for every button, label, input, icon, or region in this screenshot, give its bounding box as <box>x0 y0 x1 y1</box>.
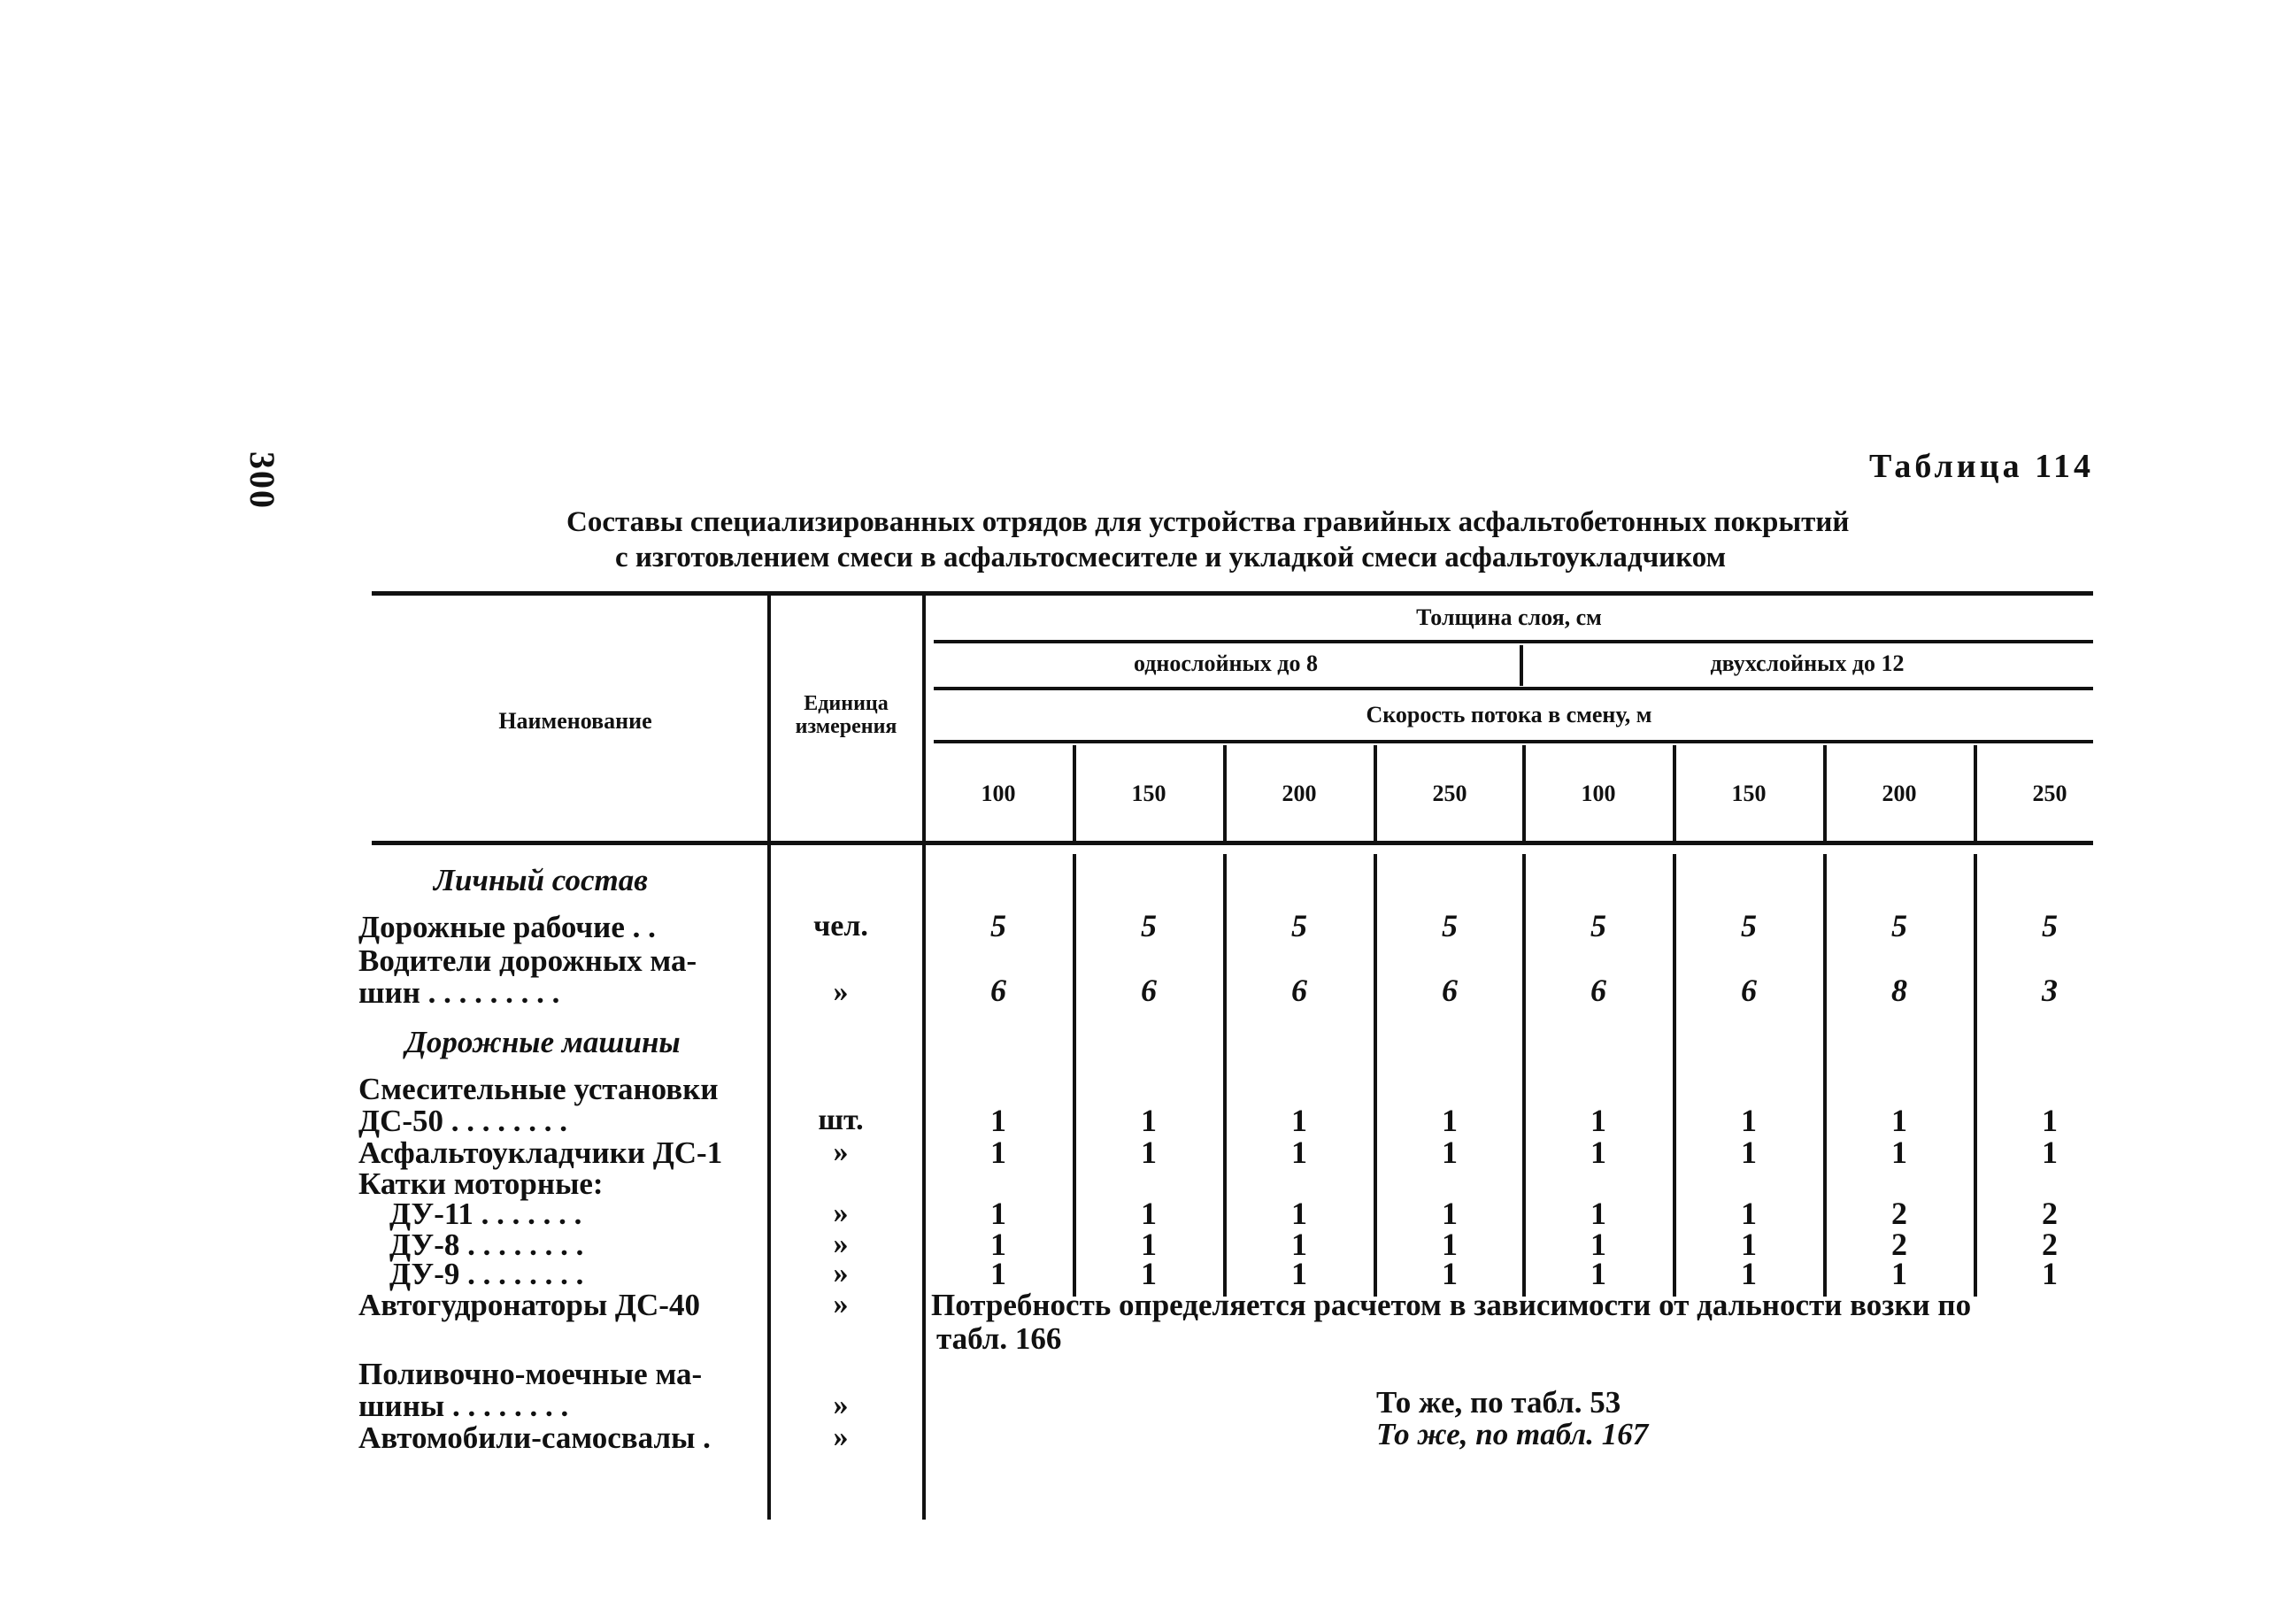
value-cell: 1 <box>2042 1256 2058 1291</box>
value-cell: 1 <box>1442 1256 1458 1291</box>
value-cell: 3 <box>2042 973 2058 1008</box>
row-unit: » <box>833 1257 849 1289</box>
row-unit: чел. <box>813 910 868 943</box>
value-cell: 1 <box>990 1196 1006 1231</box>
value-cell: 1 <box>1590 1227 1606 1262</box>
body-col-divider <box>1974 854 1977 1297</box>
value-cell: 5 <box>1590 908 1606 943</box>
row-name: Автогудронаторы ДС-40 <box>358 1288 700 1322</box>
row-name: ДУ-11 . . . . . . . <box>389 1197 582 1231</box>
value-cell: 1 <box>990 1227 1006 1262</box>
header-unit <box>772 692 920 738</box>
speed-col-header: 150 <box>1131 781 1166 806</box>
row-name: Асфальтоукладчики ДС-1 <box>358 1135 723 1170</box>
table-top-rule <box>372 591 2093 596</box>
header-double-layer: двухслойных до 12 <box>1710 650 1905 676</box>
value-cell: 1 <box>1590 1256 1606 1291</box>
note-watering-machines: То же, по табл. 53 <box>1376 1385 1621 1420</box>
header-speed: Скорость потока в смену, м <box>1366 702 1652 727</box>
header-name: Наименование <box>498 708 652 734</box>
header-col-divider <box>1073 745 1076 841</box>
value-cell: 1 <box>990 1256 1006 1291</box>
row-unit: » <box>833 1135 849 1168</box>
value-cell: 1 <box>1291 1227 1307 1262</box>
table-label: Таблица 114 <box>1869 448 2094 485</box>
value-cell: 5 <box>1741 908 1757 943</box>
value-cell: 8 <box>1891 973 1907 1008</box>
value-cell: 1 <box>1741 1103 1757 1138</box>
body-col-divider <box>1522 854 1526 1297</box>
value-cell: 6 <box>1741 973 1757 1008</box>
speed-col-header: 200 <box>1882 781 1917 806</box>
speed-col-header: 250 <box>1432 781 1467 806</box>
header-col-divider <box>1223 745 1227 841</box>
value-cell: 2 <box>2042 1227 2058 1262</box>
row-name: Смесительные установки <box>358 1072 719 1106</box>
header-col-divider <box>1374 745 1377 841</box>
speed-col-header: 250 <box>2032 781 2067 806</box>
value-cell: 6 <box>990 973 1006 1008</box>
value-cell: 2 <box>1891 1227 1907 1262</box>
page-number: 300 <box>242 451 282 510</box>
title-line-1: Составы специализированных отрядов для устройства гравийных асфальтобетонных покрытий <box>566 506 1850 538</box>
speed-col-header: 100 <box>981 781 1016 806</box>
body-col-divider <box>1673 854 1676 1297</box>
value-cell: 1 <box>1891 1135 1907 1170</box>
header-col-divider <box>1974 745 1977 841</box>
value-cell: 5 <box>1891 908 1907 943</box>
note-asphalt-sprayers-line-1: Потребность определяется расчетом в зависимости от дальности возки по <box>931 1288 1972 1322</box>
body-col-divider <box>1223 854 1227 1297</box>
note-dump-trucks: То же, по табл. 167 <box>1376 1417 1649 1451</box>
value-cell: 1 <box>1590 1103 1606 1138</box>
value-cell: 1 <box>1741 1227 1757 1262</box>
row-unit: » <box>833 1389 849 1421</box>
row-name: Автомобили-самосвалы . <box>358 1420 711 1455</box>
header-bottom-rule <box>372 841 2093 845</box>
body-col-divider <box>1374 854 1377 1297</box>
value-cell: 1 <box>1741 1196 1757 1231</box>
value-cell: 5 <box>1141 908 1157 943</box>
row-name: Водители дорожных ма- <box>358 943 697 978</box>
layers-rule <box>934 687 2093 690</box>
row-unit: шт. <box>818 1104 864 1136</box>
row-name: ДУ-8 . . . . . . . . <box>389 1228 584 1262</box>
row-unit: » <box>833 1420 849 1453</box>
note-asphalt-sprayers-line-2: табл. 166 <box>936 1321 1062 1356</box>
value-cell: 2 <box>2042 1196 2058 1231</box>
col-divider-name-unit <box>767 595 771 1520</box>
value-cell: 1 <box>1141 1256 1157 1291</box>
header-col-divider <box>1522 745 1526 841</box>
row-unit: » <box>833 975 849 1008</box>
header-col-divider <box>1673 745 1676 841</box>
row-unit: » <box>833 1288 849 1320</box>
value-cell: 6 <box>1141 973 1157 1008</box>
row-name: Поливочно-моечные ма- <box>358 1357 703 1391</box>
row-name: Катки моторные: <box>358 1166 604 1201</box>
speed-col-header: 100 <box>1581 781 1616 806</box>
row-name-continued: шин . . . . . . . . . <box>358 975 560 1010</box>
value-cell: 1 <box>1442 1135 1458 1170</box>
value-cell: 1 <box>1141 1103 1157 1138</box>
header-unit-line-2: измерения <box>795 715 897 738</box>
value-cell: 1 <box>1590 1135 1606 1170</box>
row-name: Дорожные рабочие . . <box>358 910 656 944</box>
body-col-divider <box>1073 854 1076 1297</box>
value-cell: 2 <box>1891 1196 1907 1231</box>
value-cell: 5 <box>2042 908 2058 943</box>
row-unit: » <box>833 1197 849 1229</box>
value-cell: 1 <box>1141 1135 1157 1170</box>
value-cell: 1 <box>2042 1103 2058 1138</box>
value-cell: 5 <box>990 908 1006 943</box>
value-cell: 1 <box>990 1135 1006 1170</box>
value-cell: 1 <box>1291 1103 1307 1138</box>
header-single-layer: однослойных до 8 <box>1134 650 1318 676</box>
thickness-rule <box>934 640 2093 643</box>
value-cell: 1 <box>1442 1227 1458 1262</box>
row-name-continued: ДС-50 . . . . . . . . <box>358 1104 568 1138</box>
value-cell: 1 <box>1590 1196 1606 1231</box>
value-cell: 5 <box>1442 908 1458 943</box>
row-name: ДУ-9 . . . . . . . . <box>389 1257 584 1291</box>
value-cell: 6 <box>1442 973 1458 1008</box>
row-name-continued: шины . . . . . . . . <box>358 1389 569 1423</box>
row-unit: » <box>833 1228 849 1260</box>
table-title <box>566 504 1982 575</box>
value-cell: 1 <box>2042 1135 2058 1170</box>
value-cell: 1 <box>1442 1103 1458 1138</box>
value-cell: 1 <box>1442 1196 1458 1231</box>
value-cell: 1 <box>1291 1135 1307 1170</box>
header-col-divider <box>1823 745 1827 841</box>
value-cell: 1 <box>1291 1196 1307 1231</box>
speed-col-header: 150 <box>1731 781 1767 806</box>
value-cell: 1 <box>1141 1196 1157 1231</box>
value-cell: 1 <box>1891 1256 1907 1291</box>
value-cell: 6 <box>1590 973 1606 1008</box>
speed-rule <box>934 740 2093 743</box>
section-personnel: Личный состав <box>434 863 648 897</box>
header-unit-line-1: Единица <box>804 692 889 715</box>
section-machines: Дорожные машины <box>405 1025 681 1059</box>
body-col-divider <box>1823 854 1827 1297</box>
value-cell: 5 <box>1291 908 1307 943</box>
title-line-2: с изготовлением смеси в асфальтосмесителе и укладкой смеси асфальтоукладчиком <box>615 542 1727 573</box>
value-cell: 1 <box>990 1103 1006 1138</box>
value-cell: 1 <box>1891 1103 1907 1138</box>
value-cell: 1 <box>1141 1227 1157 1262</box>
value-cell: 1 <box>1291 1256 1307 1291</box>
value-cell: 6 <box>1291 973 1307 1008</box>
header-thickness: Толщина слоя, см <box>1416 604 1602 630</box>
speed-col-header: 200 <box>1282 781 1317 806</box>
col-divider-unit-values <box>922 595 926 1520</box>
value-cell: 1 <box>1741 1135 1757 1170</box>
value-cell: 1 <box>1741 1256 1757 1291</box>
